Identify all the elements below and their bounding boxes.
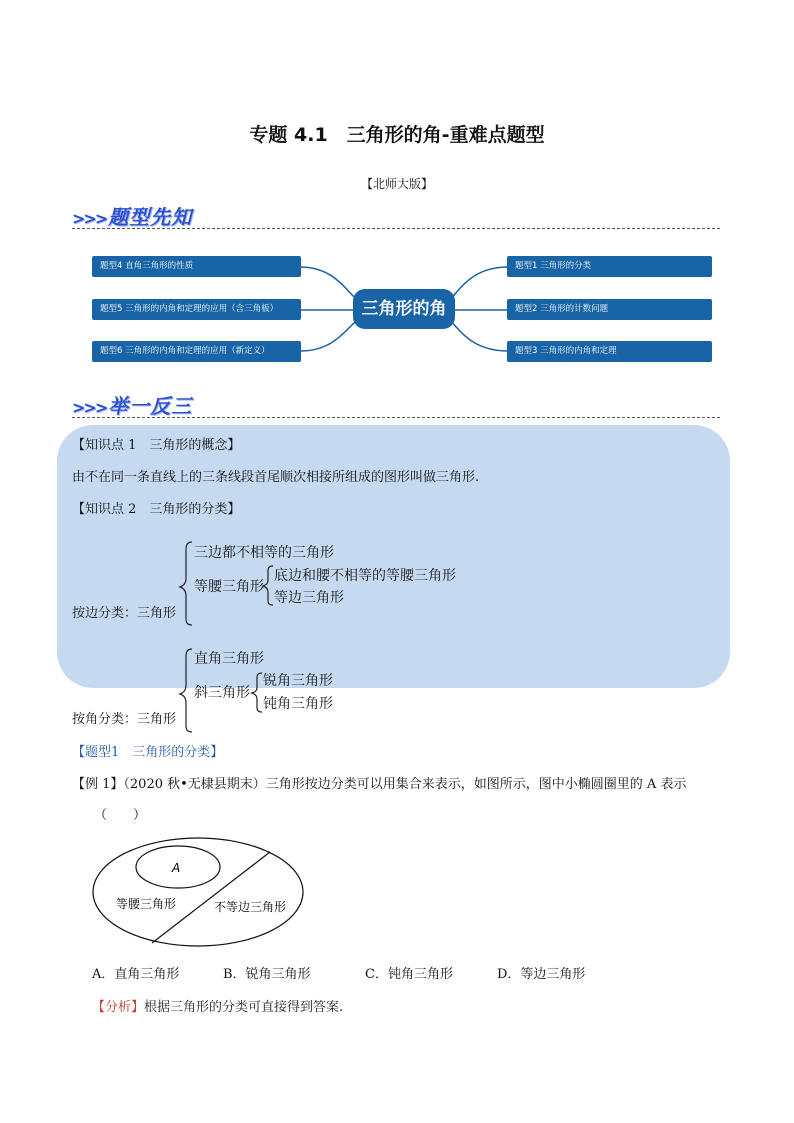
angle-class-acute: 锐角三角形 <box>263 673 333 689</box>
mindmap-item-type3: 题型3 三角形的内角和定理 <box>507 341 712 362</box>
example-text: 【例 1】（2020 秋•无棣县期末）三角形按边分类可以用集合来表示，如图所示，图中小椭圆圈里的 A 表示 <box>72 777 687 792</box>
brace-side-outer <box>180 542 192 625</box>
set-diagram <box>90 835 320 950</box>
edition-label: 【北师大版】 <box>360 177 433 191</box>
banner-arrows-icon: >>> <box>72 209 107 228</box>
angle-class-obtuse: 钝角三角形 <box>263 696 333 712</box>
brace-side-inner <box>263 566 273 605</box>
analysis-line <box>92 996 343 1015</box>
outer-ellipse <box>93 838 303 946</box>
side-class-label: 按边分类：三角形 <box>72 606 177 621</box>
banner-overview-label: 题型先知 <box>108 205 193 229</box>
mindmap-item-type2: 题型2 三角形的计数问题 <box>507 299 712 320</box>
brace-angle-inner <box>252 673 262 712</box>
mindmap-item-type4: 题型4 直角三角形的性质 <box>92 256 301 277</box>
banner-arrows-icon: >>> <box>72 398 107 417</box>
brace-angle-outer <box>180 649 192 732</box>
banner-practice-label: 举一反三 <box>108 394 193 418</box>
inner-label: A <box>172 861 181 875</box>
option-d: D．等边三角形 <box>497 967 586 982</box>
example-blank: （ ） <box>94 808 147 823</box>
left-region-label: 等腰三角形 <box>116 897 177 911</box>
analysis-tag: 【分析】 <box>92 1000 145 1015</box>
side-class-equilateral: 等边三角形 <box>274 590 344 606</box>
option-a: A．直角三角形 <box>92 967 180 982</box>
mindmap-item-type5: 题型5 三角形的内角和定理的应用（含三角板） <box>92 299 301 320</box>
angle-class-right: 直角三角形 <box>194 651 264 667</box>
side-class-isosceles-non-equilateral: 底边和腰不相等的等腰三角形 <box>274 568 456 584</box>
side-class-isosceles: 等腰三角形 <box>194 579 264 595</box>
knowledge-point-1-body: 由不在同一条直线上的三条线段首尾顺次相接所组成的图形叫做三角形. <box>72 470 480 485</box>
mindmap-center: 三角形的角 <box>353 289 455 329</box>
mindmap-item-type1: 题型1 三角形的分类 <box>507 256 712 277</box>
right-region-label: 不等边三角形 <box>214 900 287 914</box>
angle-class-oblique: 斜三角形 <box>194 685 250 701</box>
knowledge-point-2-title: 【知识点 2 三角形的分类】 <box>72 502 241 517</box>
angle-class-label: 按角分类：三角形 <box>72 712 177 727</box>
knowledge-point-1-title: 【知识点 1 三角形的概念】 <box>72 438 241 453</box>
side-class-scalene: 三边都不相等的三角形 <box>194 545 334 561</box>
page-title: 专题 4.1 三角形的角-重难点题型 <box>249 124 545 146</box>
question-type-title: 【题型1 三角形的分类】 <box>72 745 224 760</box>
option-b: B．锐角三角形 <box>223 967 311 982</box>
option-c: C．钝角三角形 <box>365 967 453 982</box>
analysis-text: 根据三角形的分类可直接得到答案. <box>144 1000 344 1015</box>
mindmap-item-type6: 题型6 三角形的内角和定理的应用（新定义） <box>92 341 301 362</box>
